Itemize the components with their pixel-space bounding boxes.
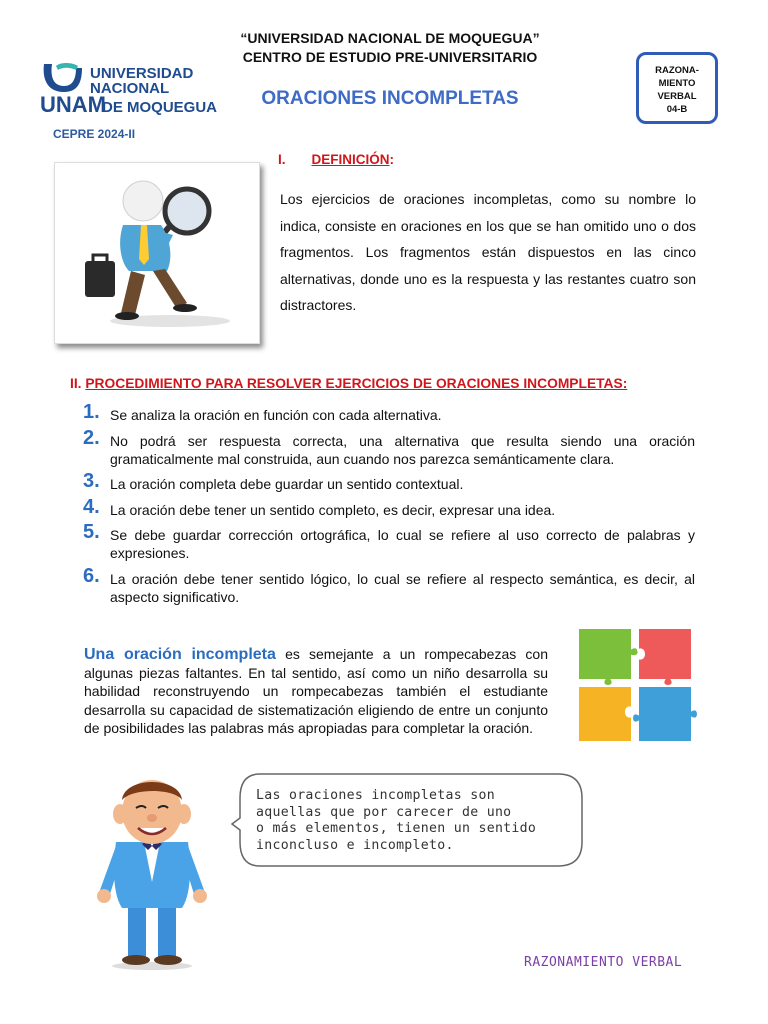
university-logo [38, 60, 218, 122]
bubble-line: o más elementos, tienen un sentido [256, 821, 537, 836]
analogy-text: es semejante a un rompecabezas con algunas piezas faltantes. En tal sentido, así como un niño desarrolla su habilidad reconstruyendo un rompecabezas también el estudiante desarrolla su capacidad de sistematización eligiendo de entre un conjunto de posibilidades las palabras más apropiadas para completar la oración. [84, 646, 548, 736]
list-text: No podrá ser respuesta correcta, una alternativa que resulta siendo una oración gramaticalmente mal construida, aun cuando nos parezca semánticamente clara. [110, 432, 695, 467]
list-text: Se analiza la oración en función con cada alternativa. [110, 407, 442, 423]
magnifier-man-image [54, 162, 260, 344]
list-number: 3. [83, 470, 100, 492]
center-name: CENTRO DE ESTUDIO PRE-UNIVERSITARIO [242, 49, 538, 65]
badge-line: MIENTO [658, 78, 696, 89]
section-2-label: PROCEDIMIENTO PARA RESOLVER EJERCICIOS DE ORACIONES INCOMPLETAS: [85, 376, 628, 391]
list-number: 4. [83, 495, 100, 518]
list-number: 5. [83, 521, 100, 543]
list-item [83, 401, 695, 424]
bubble-line: aquellas que por carecer de uno [256, 804, 512, 820]
page-title: ORACIONES INCOMPLETAS [261, 88, 519, 109]
analogy-paragraph [84, 645, 548, 737]
bubble-line: Las oraciones incompletas son [256, 788, 495, 803]
list-text: La oración debe tener sentido lógico, lo cual se refiere al respecto semántica, es decir, al aspecto significativo. [110, 570, 695, 605]
list-number: 6. [83, 564, 100, 587]
list-item [83, 521, 695, 562]
university-name: “UNIVERSIDAD NACIONAL DE MOQUEGUA” [240, 30, 540, 46]
list-text: Se debe guardar corrección ortográfica, lo cual se refiere al uso correcto de palabras y expresiones. [110, 527, 695, 561]
list-item [83, 564, 695, 606]
badge-line: RAZONA- [655, 65, 699, 76]
badge-line: 04-B [666, 104, 688, 115]
list-number: 2. [83, 426, 100, 449]
list-number: 1. [83, 401, 100, 423]
footer-label: RAZONAMIENTO VERBAL [524, 955, 683, 970]
bubble-text [256, 788, 566, 854]
list-text: La oración debe tener un sentido completo, es decir, expresar una idea. [110, 501, 556, 518]
list-item [83, 495, 695, 519]
section-2-heading [70, 376, 710, 391]
logo-unam: UNAM [40, 92, 106, 117]
logo-line1: UNIVERSIDAD [90, 65, 194, 82]
procedure-list [83, 401, 695, 613]
logo-line3: DE MOQUEGUA [102, 99, 218, 116]
definition-text: Los ejercicios de oraciones incompletas, como su nombre lo indica, consiste en oraciones en los que se han omitido uno o dos fragmentos. Los fragmentos están dispuestos en las cinco alternativas, donde uno es la respuesta y las restantes cuatro son distractores. [280, 191, 696, 313]
section-1-colon: : [389, 152, 395, 167]
logo-line2: NACIONAL [90, 80, 170, 97]
section-1-label: DEFINICIÓN [311, 152, 390, 167]
bubble-line: inconcluso e incompleto. [256, 837, 454, 853]
puzzle-icon [572, 622, 700, 750]
course-badge [636, 52, 718, 124]
section-1-heading [278, 152, 394, 167]
list-text: La oración completa debe guardar un sentido contextual. [110, 476, 464, 492]
analogy-highlight: Una oración incompleta [84, 646, 276, 663]
section-1-number: I. [278, 152, 286, 167]
section-2-number: II. [70, 376, 82, 391]
list-item [83, 470, 695, 493]
badge-line: VERBAL [657, 91, 697, 102]
cartoon-boy-image [82, 772, 222, 972]
list-item [83, 426, 695, 468]
cepre-label: CEPRE 2024-II [53, 127, 136, 141]
